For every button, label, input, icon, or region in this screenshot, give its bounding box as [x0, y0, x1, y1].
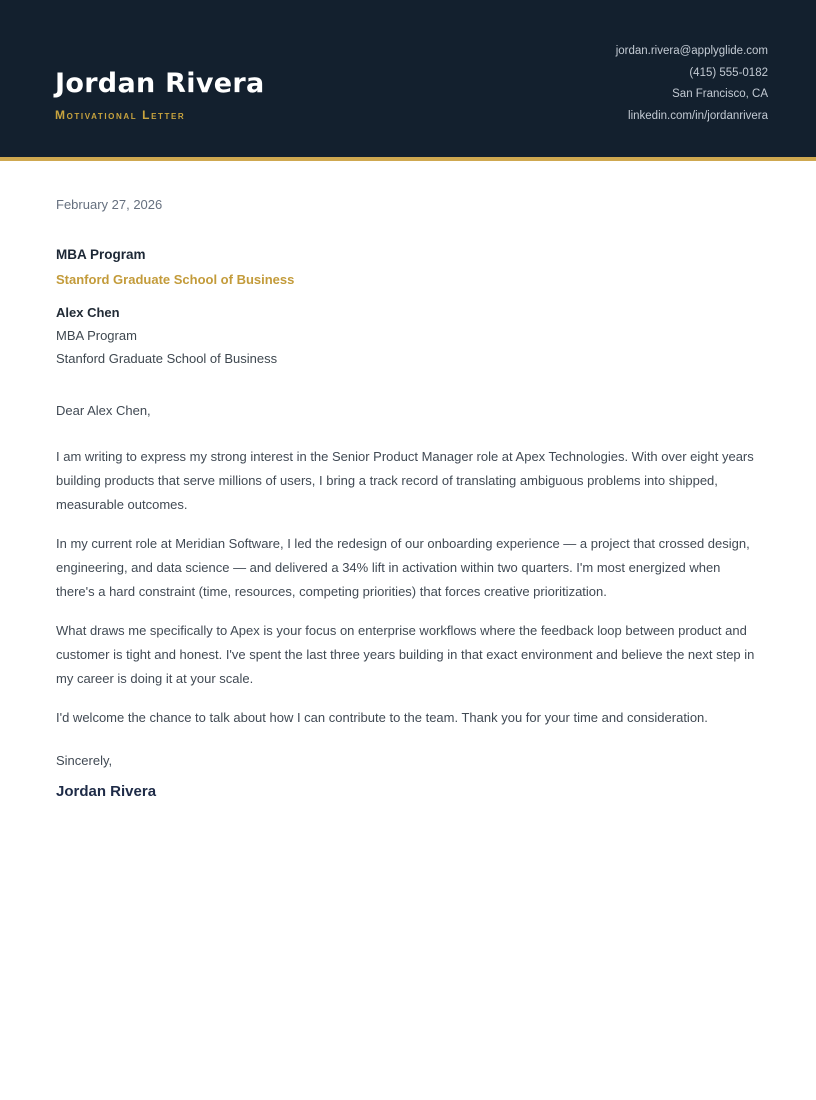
contact-phone: (415) 555-0182 — [689, 66, 768, 79]
paragraphs-block — [56, 445, 764, 730]
contact-location: San Francisco, CA — [672, 88, 768, 100]
salutation: Dear Alex Chen, — [56, 403, 151, 418]
addressee-school: Stanford Graduate School of Business — [56, 272, 295, 287]
signature: Jordan Rivera — [56, 783, 157, 800]
paragraph-4: I'd welcome the chance to talk about how I can contribute to the team. Thank you for your time and consideration. — [56, 710, 708, 725]
contact-block — [616, 41, 768, 127]
letter-header — [0, 0, 816, 161]
recipient-block — [56, 301, 764, 370]
recipient-role: MBA Program — [56, 328, 137, 343]
recipient-organization: Stanford Graduate School of Business — [56, 351, 278, 366]
recipient-name: Alex Chen — [56, 305, 120, 320]
paragraph-2: In my current role at Meridian Software, I led the redesign of our onboarding experience — a project that crossed design, engineering, and data science — and delivered a 34% lift in activation within two quarters. I'm most energized when there's a hard constraint (time, resources, competing priorities) that forces creative prioritization. — [56, 536, 750, 599]
contact-email: jordan.rivera@applyglide.com — [615, 45, 768, 57]
header-identity — [55, 69, 264, 122]
paragraph-1: I am writing to express my strong interest in the Senior Product Manager role at Apex Technologies. With over eight years building products that serve millions of users, I bring a track record of translating ambiguous problems into shipped, measurable outcomes. — [56, 449, 754, 512]
addressee-block — [56, 247, 764, 287]
contact-linkedin: linkedin.com/in/jordanrivera — [628, 109, 768, 122]
letter-date: February 27, 2026 — [56, 197, 163, 212]
letter-body — [0, 161, 816, 800]
header-subtitle: Motivational Letter — [55, 107, 186, 122]
header-name: Jordan Rivera — [55, 68, 265, 99]
addressee-program: MBA Program — [56, 247, 146, 262]
paragraph-3: What draws me specifically to Apex is your focus on enterprise workflows where the feedback loop between product and customer is tight and honest. I've spent the last three years building in that exact environment and believe the next step in my career is doing it at your scale. — [56, 623, 755, 686]
closing: Sincerely, — [56, 753, 113, 768]
